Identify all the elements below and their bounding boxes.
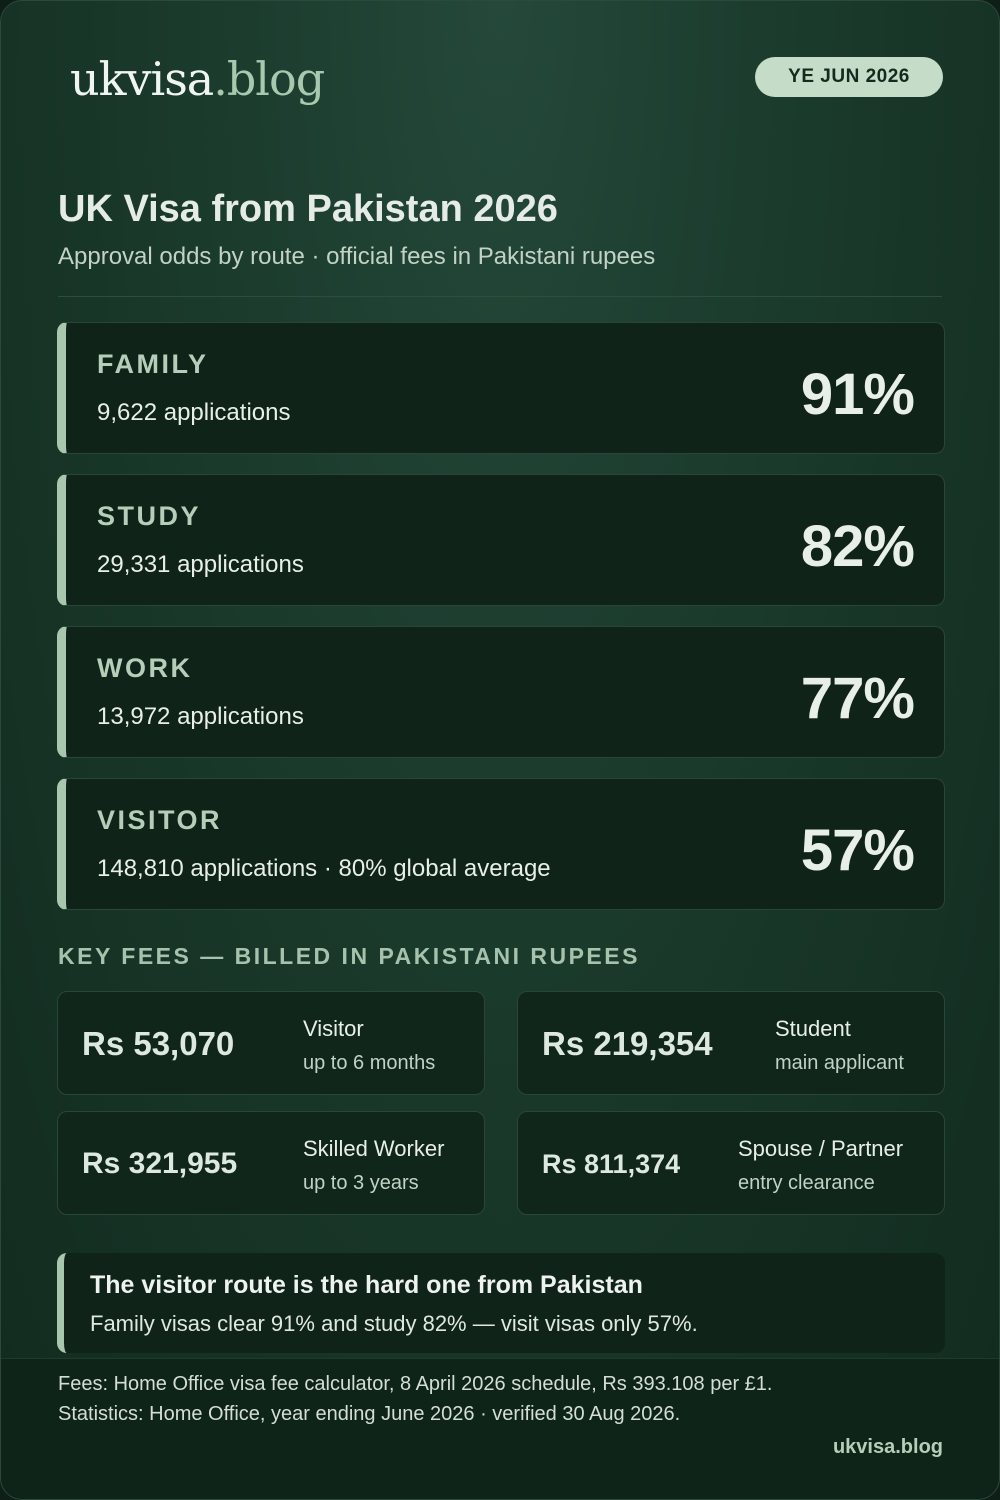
route-applications: 9,622 applications	[97, 399, 291, 426]
fee-card-skilled-worker	[57, 1111, 485, 1215]
fee-amount: Rs 219,354	[542, 1025, 713, 1062]
logo-main: ukvisa	[70, 52, 214, 106]
fee-amount: Rs 811,374	[542, 1149, 681, 1179]
header-divider	[58, 296, 942, 297]
route-name: FAMILY	[97, 349, 209, 379]
route-name: STUDY	[97, 501, 202, 531]
site-logo[interactable]	[70, 49, 324, 109]
route-card-family	[57, 322, 945, 454]
route-card-work	[57, 626, 945, 758]
fee-detail: up to 3 years	[303, 1172, 419, 1194]
fee-label: Visitor	[303, 1016, 364, 1041]
fees-heading: KEY FEES — BILLED IN PAKISTANI RUPEES	[58, 943, 640, 969]
route-name: VISITOR	[97, 805, 223, 835]
page-title: UK Visa from Pakistan 2026	[58, 188, 558, 230]
fee-amount: Rs 321,955	[82, 1147, 238, 1180]
footer	[1, 1358, 999, 1499]
route-list	[57, 322, 945, 930]
route-approval-rate: 77%	[800, 666, 914, 731]
statistics-source-note: Statistics: Home Office, year ending June 2026 · verified 30 Aug 2026.	[58, 1403, 681, 1425]
footer-brand[interactable]: ukvisa.blog	[832, 1436, 943, 1458]
fee-label: Spouse / Partner	[738, 1136, 904, 1161]
logo-tld: .blog	[213, 52, 325, 106]
header	[58, 49, 943, 109]
fee-detail: entry clearance	[738, 1172, 875, 1194]
fee-label: Student	[775, 1016, 851, 1041]
route-applications: 148,810 applications · 80% global average	[97, 855, 551, 882]
fee-label: Skilled Worker	[303, 1136, 445, 1161]
fee-detail: main applicant	[775, 1052, 904, 1074]
page-subtitle: Approval odds by route · official fees in Pakistani rupees	[58, 243, 656, 270]
period-badge: YE JUN 2026	[755, 57, 943, 97]
route-approval-rate: 82%	[800, 514, 914, 579]
callout-body: Family visas clear 91% and study 82% — visit visas only 57%.	[90, 1311, 698, 1336]
route-name: WORK	[97, 653, 193, 683]
fees-source-note: Fees: Home Office visa fee calculator, 8 April 2026 schedule, Rs 393.108 per £1.	[58, 1373, 773, 1395]
callout-heading: The visitor route is the hard one from Pakistan	[90, 1271, 643, 1299]
route-applications: 29,331 applications	[97, 551, 304, 578]
fee-detail: up to 6 months	[303, 1052, 436, 1074]
route-approval-rate: 57%	[800, 818, 914, 883]
route-card-visitor	[57, 778, 945, 910]
route-approval-rate: 91%	[800, 362, 914, 427]
fee-amount: Rs 53,070	[82, 1025, 235, 1062]
fee-card-spouse-partner	[517, 1111, 945, 1215]
route-card-study	[57, 474, 945, 606]
summary-callout	[57, 1253, 945, 1353]
route-applications: 13,972 applications	[97, 703, 304, 730]
fee-card-visitor	[57, 991, 485, 1095]
fee-card-student	[517, 991, 945, 1095]
